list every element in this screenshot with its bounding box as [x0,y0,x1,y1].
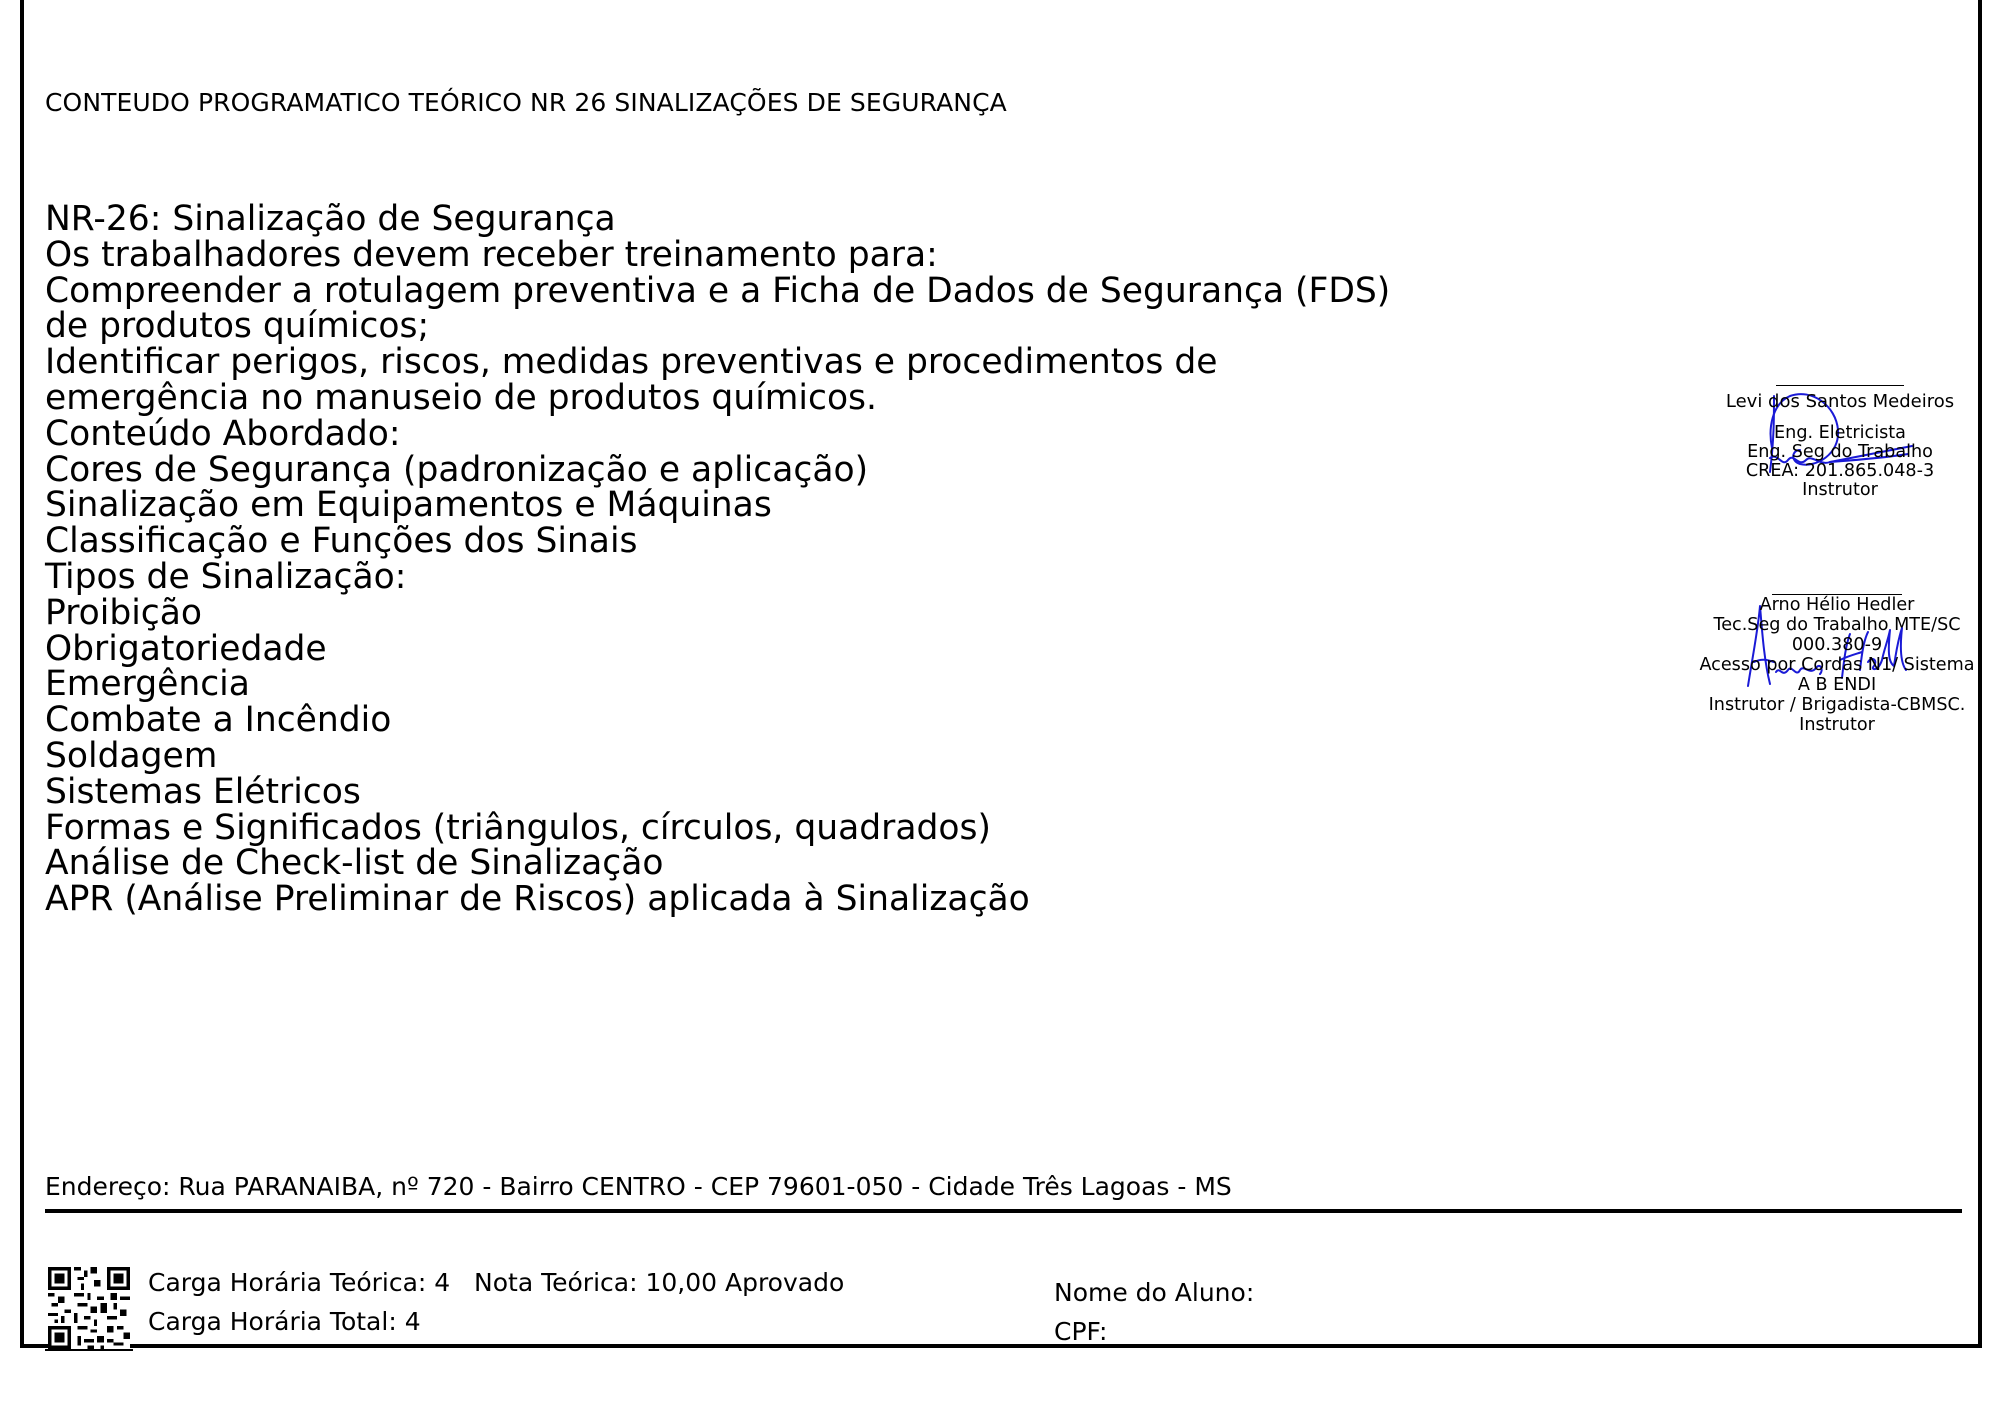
signer-name: Levi dos Santos Medeiros [1725,391,1955,412]
signer-credential: Tec.Seg do Trabalho MTE/SC [1713,615,1961,635]
content-line: Soldagem [45,735,218,776]
signer-credential: A B ENDI [1797,675,1877,695]
signer-credential: Instrutor [1799,715,1875,735]
signature-line [1776,385,1904,386]
content-line: Cores de Segurança (padronização e aplicação) [45,449,869,490]
cpf-label: CPF: [1054,1317,1108,1346]
content-line: APR (Análise Preliminar de Riscos) aplicada à Sinalização [45,879,1030,920]
signer-credential: CREA: 201.865.048-3 [1745,460,1935,481]
content-line: Sistemas Elétricos [45,771,361,812]
divider [45,1209,1962,1213]
content-line: Análise de Check-list de Sinalização [45,843,664,884]
signer-credential: Eng. Eletricista [1774,422,1906,443]
content-line: Os trabalhadores devem receber treinamento para: [45,234,938,275]
content-line: Obrigatoriedade [45,628,327,669]
content-line: Sinalização em Equipamentos e Máquinas [45,485,772,526]
signer-name: Arno Hélio Hedler [1759,595,1915,615]
content-line: NR-26: Sinalização de Segurança [45,199,616,239]
signature-block-arno [1697,594,1977,735]
content-line: Emergência [45,664,250,705]
content-line: Proibição [45,592,203,633]
content-line: de produtos químicos; [45,306,430,347]
signer-credential: Acesso por Cordas N1/ Sistema [1699,655,1975,675]
address: Endereço: Rua PARANAIBA, nº 720 - Bairro CENTRO - CEP 79601-050 - Cidade Três Lagoas - MS [45,1172,1232,1201]
content-line: Classificação e Funções dos Sinais [45,521,638,562]
signer-credential: Eng. Seg do Trabalho [1747,441,1933,462]
page-title: CONTEUDO PROGRAMATICO TEÓRICO NR 26 SINALIZAÇÕES DE SEGURANÇA [45,88,1007,117]
signer-credential: 000.380-9 [1791,635,1883,655]
content-line: Identificar perigos, riscos, medidas preventivas e procedimentos de [45,342,1218,383]
course-content [45,199,1391,920]
signature-block-levi [1700,385,1980,500]
content-line: Combate a Incêndio [45,700,392,741]
theoretical-load: Carga Horária Teórica: 4 Nota Teórica: 10,00 Aprovado [148,1268,845,1297]
qr-code-icon[interactable] [48,1267,130,1349]
student-name-label: Nome do Aluno: [1054,1278,1255,1307]
content-line: emergência no manuseio de produtos químicos. [45,377,877,418]
qr-underline [45,1349,133,1351]
signer-credential: Instrutor / Brigadista-CBMSC. [1708,695,1966,715]
content-line: Compreender a rotulagem preventiva e a Ficha de Dados de Segurança (FDS) [45,270,1391,311]
content-line: Tipos de Sinalização: [45,556,407,597]
signer-credential: Instrutor [1802,479,1878,500]
content-line: Formas e Significados (triângulos, círculos, quadrados) [45,807,991,848]
content-line: Conteúdo Abordado: [45,413,401,454]
total-load: Carga Horária Total: 4 [148,1307,421,1336]
